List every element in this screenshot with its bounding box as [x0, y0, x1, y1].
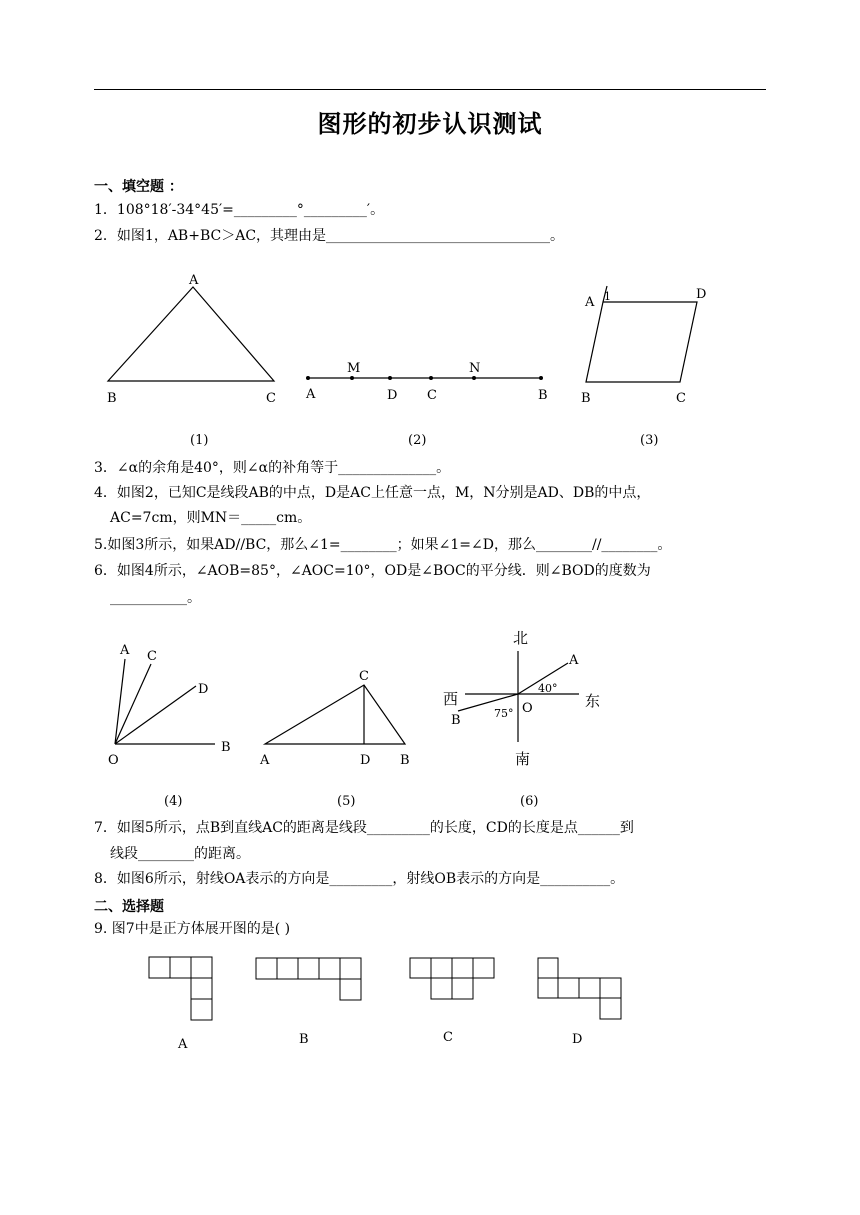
- svg-text:D: D: [198, 682, 209, 697]
- figure-5-triangle: [259, 669, 410, 809]
- figure-1-triangle: [107, 273, 276, 448]
- svg-text:N: N: [469, 361, 481, 376]
- figure-4-caption: (4): [164, 794, 183, 809]
- figure-1-caption: (1): [190, 433, 209, 448]
- svg-text:B: B: [581, 391, 591, 406]
- svg-text:D: D: [696, 287, 707, 302]
- question-6-line2: ___________。: [110, 590, 201, 606]
- question-5: 5.如图3所示，如果AD//BC，那么∠1=________；如果∠1=∠D，那么________//________。: [94, 537, 672, 553]
- question-4-line2: AC=7cm，则MN＝_____cm。: [110, 510, 312, 526]
- svg-text:C: C: [443, 1030, 453, 1045]
- figure-7-net-b: [256, 958, 361, 1047]
- svg-text:1: 1: [604, 290, 611, 303]
- svg-text:A: A: [178, 1037, 188, 1052]
- figure-4-angles: [108, 643, 231, 809]
- svg-text:40°: 40°: [538, 682, 558, 695]
- svg-text:C: C: [427, 388, 437, 403]
- svg-text:东: 东: [585, 692, 601, 710]
- figure-7-net-c: [410, 958, 494, 1045]
- svg-text:C: C: [359, 669, 369, 684]
- section-fill-blank: 一、填空题 ：: [94, 179, 183, 195]
- svg-text:B: B: [538, 388, 548, 403]
- question-8: 8．如图6所示，射线OA表示的方向是_________，射线OB表示的方向是__________。: [94, 871, 625, 887]
- svg-text:A: A: [260, 753, 270, 768]
- figure-3-parallelogram: [581, 286, 706, 448]
- question-7-line2: 线段________的距离。: [110, 846, 250, 862]
- figure-2-segment: [305, 361, 548, 448]
- svg-text:B: B: [451, 713, 461, 728]
- svg-text:A: A: [569, 653, 579, 668]
- figure-2-caption: (2): [408, 433, 427, 448]
- figure-7-net-a: [149, 957, 212, 1052]
- question-2: 2．如图1，AB+BC＞AC，其理由是________________________________。: [94, 228, 565, 244]
- svg-text:A: A: [306, 387, 316, 402]
- svg-text:75°: 75°: [494, 707, 514, 720]
- svg-text:A: A: [189, 273, 199, 288]
- figure-6-caption: (6): [520, 794, 539, 809]
- svg-text:南: 南: [515, 750, 531, 768]
- svg-text:C: C: [266, 391, 276, 406]
- question-1: 1．108°18′-34°45′=_________°_________′。: [94, 202, 385, 218]
- svg-text:M: M: [347, 361, 361, 376]
- svg-text:C: C: [676, 391, 686, 406]
- svg-text:D: D: [360, 753, 371, 768]
- figure-3-caption: (3): [640, 433, 659, 448]
- svg-text:O: O: [522, 701, 533, 716]
- svg-text:B: B: [107, 391, 117, 406]
- question-9: 9. 图7中是正方体展开图的是( ): [94, 921, 291, 937]
- svg-text:C: C: [147, 649, 157, 664]
- figure-5-caption: (5): [337, 794, 356, 809]
- svg-text:O: O: [108, 753, 119, 768]
- figure-7-net-d: [538, 958, 621, 1047]
- page-title: 图形的初步认识测试: [317, 110, 543, 138]
- svg-text:A: A: [120, 643, 130, 658]
- svg-text:D: D: [387, 388, 398, 403]
- question-7-line1: 7．如图5所示，点B到直线AC的距离是线段_________的长度，CD的长度是点______到: [94, 820, 634, 836]
- section-choice: 二、选择题: [94, 899, 164, 915]
- question-4-line1: 4．如图2，已知C是线段AB的中点，D是AC上任意一点，M，N分别是AD、DB的中点，: [94, 485, 651, 501]
- question-6-line1: 6．如图4所示，∠AOB=85°，∠AOC=10°，OD是∠BOC的平分线．则∠BOD的度数为: [94, 563, 651, 579]
- svg-text:北: 北: [513, 629, 529, 647]
- svg-text:B: B: [299, 1032, 309, 1047]
- svg-text:B: B: [221, 740, 231, 755]
- question-3: 3．∠α的余角是40°，则∠α的补角等于______________。: [94, 460, 451, 476]
- svg-text:B: B: [400, 753, 410, 768]
- svg-text:D: D: [572, 1032, 583, 1047]
- figure-6-compass: [443, 629, 600, 809]
- svg-text:A: A: [585, 295, 595, 310]
- svg-text:西: 西: [443, 690, 459, 708]
